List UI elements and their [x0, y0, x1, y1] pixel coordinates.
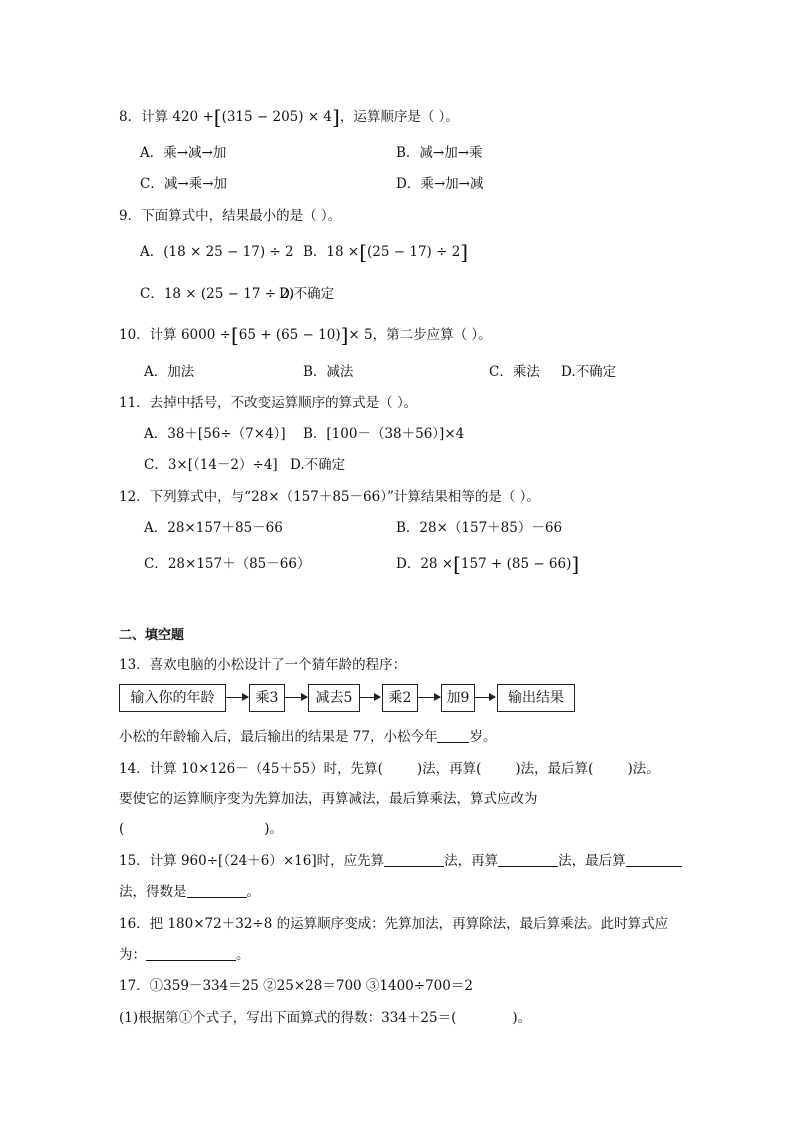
q8-suffix: ，运算顺序是（ ）。	[339, 109, 459, 125]
q9-b-right-bracket: ]	[460, 240, 469, 264]
q8-option-b[interactable]: B．减→加→乘	[396, 145, 483, 161]
q10-option-a[interactable]: A．加法	[144, 364, 195, 380]
q15-text-c: 法，最后算	[558, 853, 626, 869]
q14-line3	[119, 819, 283, 839]
q17-line2	[119, 1008, 531, 1028]
q8-option-a[interactable]: A．乘→减→加	[140, 145, 227, 161]
q17-text-a: (1)根据第①个式子，写出下面算式的得数：334＋25＝(	[119, 1010, 457, 1026]
q15-line2	[119, 882, 260, 902]
q9-b-left-bracket: [	[359, 240, 368, 264]
flow-step-multiply-3: 乘3	[249, 684, 285, 712]
flow-arrow-2	[285, 697, 307, 698]
q11-option-b[interactable]: B．[100－（38＋56）]×4	[303, 426, 465, 442]
q13-answer-blank[interactable]	[437, 728, 469, 743]
q12-option-b[interactable]: B．28×（157＋85）－66	[396, 520, 563, 536]
q12-stem: 12．下列算式中，与“28×（157＋85－66）”计算结果相等的是（ ）。	[119, 489, 540, 505]
q9-option-d[interactable]: D.不确定	[279, 286, 335, 302]
q9-stem: 9．下面算式中，结果最小的是（ ）。	[119, 208, 342, 224]
q9-b-inner: (25 − 17) ÷ 2	[367, 244, 461, 260]
q9-option-c[interactable]: C．18 × (25 − 17 ÷ 2)	[140, 286, 295, 302]
flow-step-minus-5: 减去5	[308, 684, 360, 712]
q8-inner: (315 − 205) × 4	[221, 109, 333, 125]
q15-text-b: 法，再算	[444, 853, 499, 869]
q14-line2: 要使它的运算顺序变为先算加法，再算减法，最后算乘法，算式应改为	[119, 791, 538, 807]
q12-option-c[interactable]: C．28×157＋（85－66）	[144, 556, 311, 572]
flow-step-add-9: 加9	[441, 684, 475, 712]
q8-left-bracket: [	[213, 105, 222, 129]
q10-option-c[interactable]: C．乘法	[489, 364, 540, 380]
q8-prefix: 8．计算 420 +	[119, 109, 214, 125]
q11-option-d[interactable]: D.不确定	[290, 457, 346, 473]
q11-stem: 11．去掉中括号，不改变运算顺序的算式是（ ）。	[119, 395, 418, 411]
q15-text-e: 。	[246, 884, 260, 900]
q13-stem: 13．喜欢电脑的小松设计了一个猜年龄的程序：	[119, 657, 407, 673]
q14-paren-close: )。	[264, 821, 284, 837]
q8-option-d[interactable]: D．乘→加→减	[396, 176, 484, 192]
q10-left-bracket: [	[230, 323, 239, 347]
flow-step-output: 输出结果	[497, 684, 575, 712]
q12-d-inner: 157 + (85 − 66)	[460, 556, 572, 572]
q12-d-left-bracket: [	[453, 552, 461, 576]
q12-option-d[interactable]	[396, 554, 579, 574]
q16-line1: 16．把 180×72＋32÷8 的运算顺序变成：先算加法，再算除法，最后算乘法。此时算式应	[119, 916, 669, 932]
q14-text-a: 14．计算 10×126－（45＋55）时，先算(	[119, 761, 383, 777]
q15-text-a: 15．计算 960÷[（24＋6）×16]时，应先算	[119, 853, 385, 869]
q10-prefix: 10．计算 6000 ÷	[119, 327, 231, 343]
q8-option-c[interactable]: C．减→乘→加	[140, 176, 227, 192]
q17-text-b: )。	[512, 1010, 532, 1026]
q8-right-bracket: ]	[332, 105, 340, 129]
q16-text-b: 。	[236, 947, 250, 963]
q13-question	[119, 727, 496, 747]
flow-arrow-3	[360, 697, 380, 698]
q13-question-end: 岁。	[469, 729, 497, 745]
q15-text-d: 法，得数是	[119, 884, 187, 900]
q14-text-d: )法。	[627, 761, 660, 777]
q8-stem	[119, 107, 459, 127]
q10-option-d[interactable]: D.不确定	[561, 364, 617, 380]
q16-blank[interactable]	[146, 946, 236, 961]
q11-option-a[interactable]: A．38＋[56÷（7×4）]	[144, 426, 286, 442]
q10-right-bracket: ]	[340, 323, 349, 347]
q16-line2	[119, 945, 250, 965]
q10-stem	[119, 325, 492, 345]
flow-arrow-1	[226, 697, 248, 698]
q12-d-right-bracket: ]	[571, 552, 580, 576]
q9-b-prefix: B．18 ×	[303, 244, 360, 260]
q15-blank-4[interactable]	[187, 883, 247, 898]
flow-arrow-5	[475, 697, 495, 698]
q13-question-text: 小松的年龄输入后，最后输出的结果是 77，小松今年	[119, 729, 438, 745]
flow-arrow-4	[418, 697, 440, 698]
q16-text-a: 为：	[119, 947, 146, 963]
q15-blank-2[interactable]	[498, 852, 558, 867]
q17-line1: 17．①359－334＝25 ②25×28＝700 ③1400÷700＝2	[119, 978, 473, 994]
section-heading: 二、填空题	[119, 628, 185, 643]
q9-option-a[interactable]: A．(18 × 25 − 17) ÷ 2	[140, 244, 294, 260]
q12-d-prefix: D．28 ×	[396, 556, 454, 572]
q14-text-b: )法，再算(	[416, 761, 482, 777]
q14-line1	[119, 759, 660, 779]
q15-blank-1[interactable]	[384, 852, 444, 867]
flow-step-multiply-2: 乘2	[382, 684, 418, 712]
q11-option-c[interactable]: C．3×[（14－2）÷4]	[144, 457, 278, 473]
q9-option-b[interactable]	[303, 242, 468, 262]
q10-option-b[interactable]: B．减法	[303, 364, 354, 380]
q12-option-a[interactable]: A．28×157＋85－66	[144, 520, 283, 536]
q10-inner: 65 + (65 − 10)	[238, 327, 341, 343]
q14-text-c: )法，最后算(	[515, 761, 594, 777]
q15-blank-3[interactable]	[626, 852, 682, 867]
q15-line1	[119, 851, 682, 871]
flow-step-input: 输入你的年龄	[119, 684, 226, 712]
q14-paren-open: (	[119, 821, 125, 837]
q10-suffix: × 5，第二步应算（ ）。	[348, 327, 492, 343]
